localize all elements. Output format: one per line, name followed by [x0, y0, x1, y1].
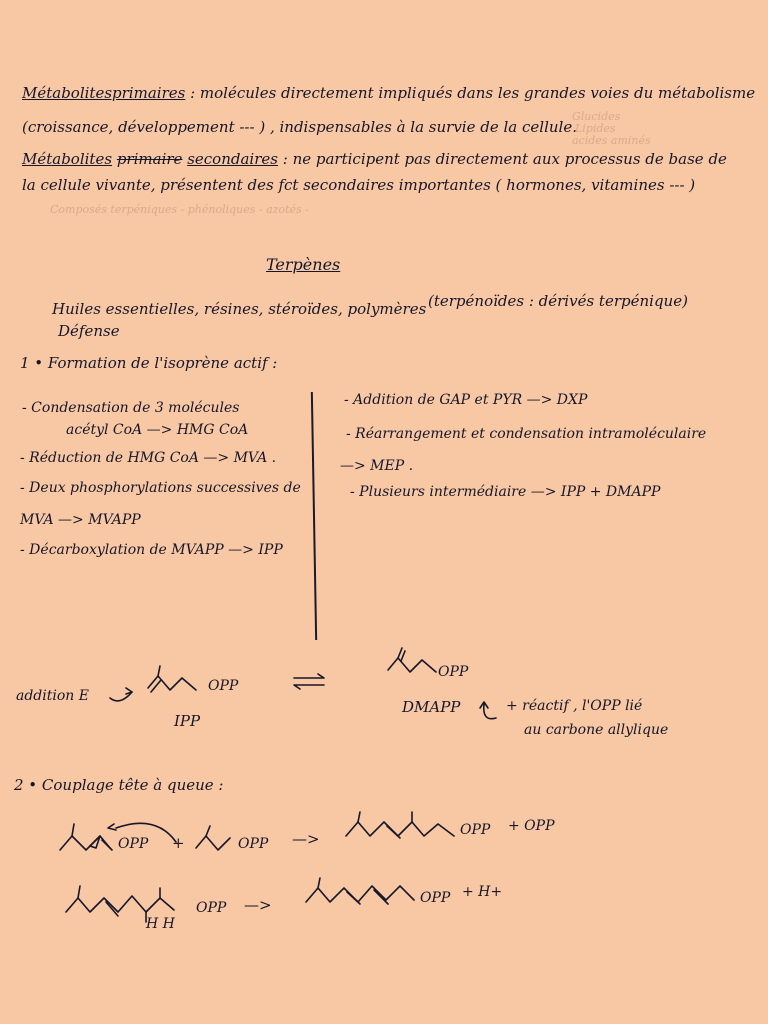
terpenes-title: Terpènes — [266, 255, 341, 274]
reaction2-byproduct: + H+ — [462, 884, 503, 900]
left-step-2: - Réduction de HMG CoA —> MVA . — [20, 450, 277, 466]
secondary-metabolites-line2: la cellule vivante, présentent des fct secondaires importantes ( hormones, vitamines --- ) — [22, 176, 696, 194]
reaction2-reactant — [62, 878, 202, 926]
dmapp-note-2: au carbone allylique — [524, 722, 669, 738]
defense-line: Défense — [58, 322, 120, 340]
faint-note-composes: Composés terpéniques - phénoliques - azotés - — [50, 203, 309, 216]
faint-note-glucides: Glucides — [572, 110, 621, 123]
left-step-1b: acétyl CoA —> HMG CoA — [66, 422, 249, 438]
curved-arrow-icon — [478, 700, 502, 722]
right-step-4: - Plusieurs intermédiaire —> IPP + DMAPP — [350, 484, 661, 500]
reaction1-reactants — [56, 812, 256, 860]
left-step-3b: MVA —> MVAPP — [20, 512, 141, 528]
ipp-opp-label: OPP — [208, 678, 239, 694]
left-step-3: - Deux phosphorylations successives de — [20, 480, 301, 496]
reaction2-hydrogens: H H — [146, 916, 175, 932]
section2-heading: 2 • Couplage tête à queue : — [14, 776, 224, 794]
column-divider — [311, 392, 317, 640]
reaction1-plus: + — [172, 834, 185, 852]
reaction2-opp: OPP — [196, 900, 227, 916]
reaction2-arrow: —> — [244, 896, 272, 914]
reaction2-product-opp: OPP — [420, 890, 451, 906]
secondary-metabolites-definition: : ne participent pas directement aux processus de base de — [282, 150, 727, 168]
left-step-1: - Condensation de 3 molécules — [22, 400, 240, 416]
dmapp-opp-label: OPP — [438, 664, 469, 680]
ipp-label: IPP — [174, 712, 201, 730]
reaction1-byproduct: + OPP — [508, 818, 555, 834]
reaction1-arrow: —> — [292, 830, 320, 848]
reaction1-product-opp: OPP — [460, 822, 491, 838]
dmapp-label: DMAPP — [402, 698, 461, 716]
primary-metabolites-definition: : molécules directement impliqués dans les grandes voies du métabolisme — [190, 84, 756, 102]
secondary-metabolites-term2: secondaires — [187, 150, 278, 168]
addition-e-label: addition E — [16, 688, 89, 704]
secondary-metabolites-line — [22, 150, 727, 168]
primary-metabolites-line2: (croissance, développement --- ) , indispensables à la survie de la cellule. — [22, 118, 577, 136]
crossed-out-word: primaire — [116, 150, 183, 168]
right-step-3: —> MEP . — [340, 458, 414, 474]
terpenoids-note: (terpénoïdes : dérivés terpénique) — [428, 292, 688, 310]
faint-note-acides: acides aminés — [572, 134, 651, 147]
left-step-4: - Décarboxylation de MVAPP —> IPP — [20, 542, 283, 558]
primary-metabolites-line — [22, 84, 755, 102]
terpenes-line1: Huiles essentielles, résines, stéroïdes, polymères — [52, 300, 427, 318]
dmapp-note-1: + réactif , l'OPP lié — [506, 698, 643, 714]
right-step-2: - Réarrangement et condensation intramoléculaire — [346, 426, 707, 442]
faint-note-lipides: Lipides — [575, 122, 616, 135]
secondary-metabolites-term: Métabolites — [22, 150, 113, 168]
reaction1-opp1: OPP — [118, 836, 149, 852]
right-step-1: - Addition de GAP et PYR —> DXP — [344, 392, 588, 408]
section1-heading: 1 • Formation de l'isoprène actif : — [20, 354, 278, 372]
reaction1-opp2: OPP — [238, 836, 269, 852]
primary-metabolites-term: Métabolitesprimaires — [22, 84, 186, 102]
equilibrium-arrows — [290, 672, 330, 692]
